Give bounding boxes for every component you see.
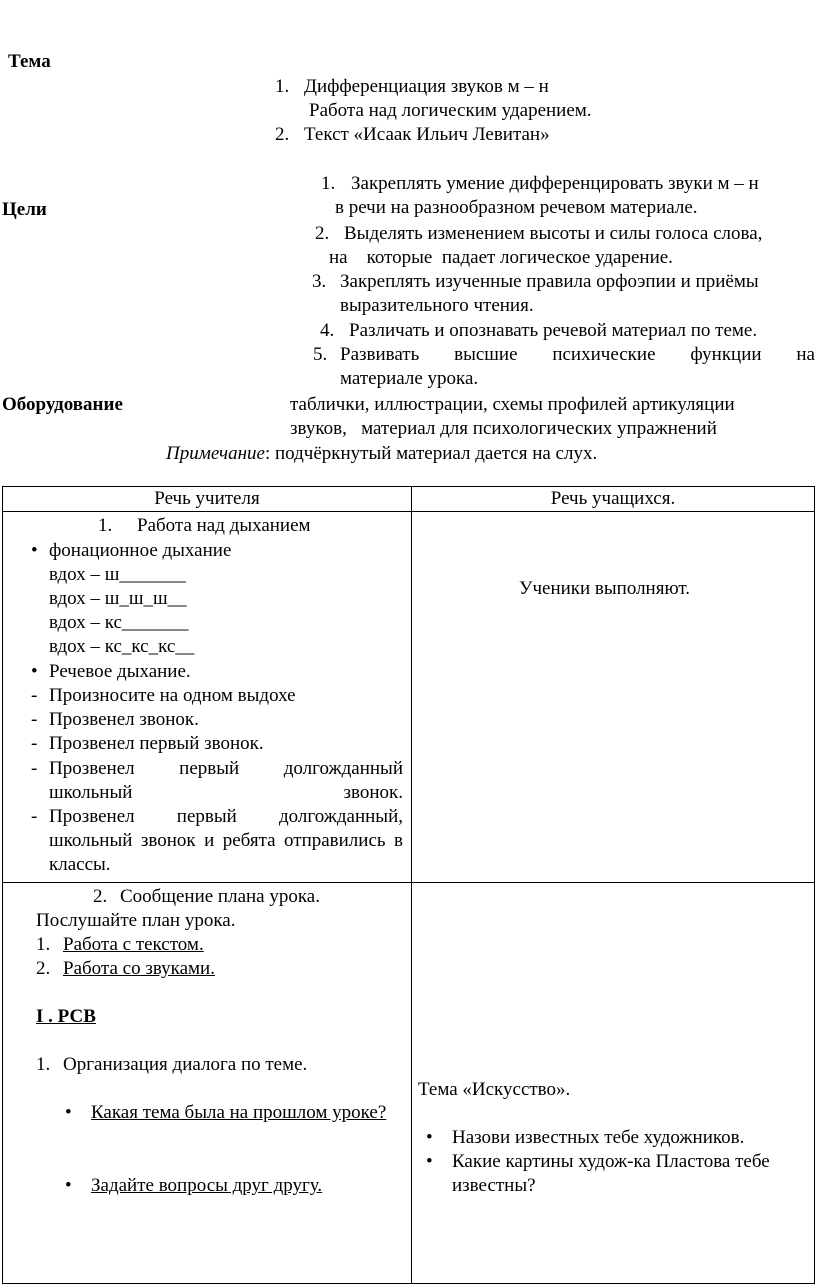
table-row-plan <box>3 883 815 1284</box>
goal-4-line-1: Различать и опознавать речевой материал по теме. <box>349 320 758 341</box>
dash-item-1: Произносите на одном выдохе <box>49 685 296 706</box>
topic-label: Тема <box>8 51 51 72</box>
goals-label: Цели <box>2 199 47 220</box>
equipment-line-1: таблички, иллюстрации, схемы профилей артикуляции <box>290 394 735 415</box>
note-text: : подчёркнутый материал дается на слух. <box>264 443 598 464</box>
breath-line-3: вдох – кс_______ <box>49 612 189 633</box>
student-topic: Тема «Искусство». <box>418 1079 571 1100</box>
speech-breathing: Речевое дыхание. <box>49 661 191 682</box>
dash-icon: - <box>31 806 38 827</box>
goal-3-line-2: выразительного чтения. <box>340 295 534 316</box>
breath-line-4: вдох – кс_кс_кс__ <box>49 636 195 657</box>
question-last-topic: Какая тема была на прошлом уроке? <box>91 1102 387 1123</box>
breath-line-2: вдох – ш_ш_ш__ <box>49 588 187 609</box>
students-perform: Ученики выполняют. <box>519 578 691 599</box>
bullet-icon <box>426 1150 433 1174</box>
goal-3-num: 3. <box>312 271 327 292</box>
goal-3-line-1: Закреплять изученные правила орфоэпии и приёмы <box>340 271 759 292</box>
section-heading: I . РСВ <box>36 1006 96 1027</box>
bullet-icon <box>31 660 38 684</box>
topic-item-1: Дифференциация звуков м – н <box>304 76 549 97</box>
goal-1-num: 1. <box>321 173 336 194</box>
org-dialog: Организация диалога по теме. <box>63 1054 308 1075</box>
dash-item-2: Прозвенел звонок. <box>49 709 199 730</box>
dash-icon: - <box>31 709 38 730</box>
header-student-speech: Речь учащихся. <box>412 487 815 512</box>
dash-item-3: Прозвенел первый звонок. <box>49 733 264 754</box>
lesson-table <box>2 486 815 1284</box>
topic-item-2: Текст «Исаак Ильич Левитан» <box>304 124 550 145</box>
plan-title-num: 2. <box>93 886 108 907</box>
breathing-title-num: 1. <box>98 515 113 536</box>
goal-2-num: 2. <box>315 223 330 244</box>
dash-icon: - <box>31 758 38 779</box>
question-ask-each-other: Задайте вопросы друг другу. <box>91 1175 323 1196</box>
goal-2-line-2: на которые падает логическое ударение. <box>329 247 673 268</box>
student-question-1: Назови известных тебе художников. <box>452 1127 745 1148</box>
plan-title: Сообщение плана урока. <box>120 886 320 907</box>
dash-item-4: Прозвенел первый долгожданный школьный звонок. <box>49 758 403 803</box>
goal-4-num: 4. <box>320 320 335 341</box>
dash-icon: - <box>31 733 38 754</box>
teacher-cell-breathing <box>3 512 412 883</box>
goal-2-line-1: Выделять изменением высоты и силы голоса слова, <box>344 223 763 244</box>
dash-item-5: Прозвенел первый долгожданный, школьный звонок и ребята отправились в классы. <box>49 806 403 875</box>
breath-line-1: вдох – ш_______ <box>49 564 186 585</box>
header-teacher-speech: Речь учителя <box>3 487 412 512</box>
goal-5-line-2: материале урока. <box>340 368 479 389</box>
plan-item-2: Работа со звуками. <box>63 958 215 979</box>
goal-1-line-2: в речи на разнообразном речевом материале. <box>335 197 698 218</box>
topic-item-2-num: 2. <box>275 124 290 145</box>
bullet-icon <box>426 1126 433 1150</box>
teacher-cell-plan <box>3 883 412 1284</box>
plan-intro: Послушайте план урока. <box>36 910 236 931</box>
goal-1-line-1: Закреплять умение дифференцировать звуки м – н <box>351 173 759 194</box>
table-header-row <box>3 487 815 512</box>
dash-icon: - <box>31 685 38 706</box>
bullet-icon <box>65 1174 72 1198</box>
note-label: Примечание <box>166 443 265 464</box>
student-cell-plan <box>412 883 815 1284</box>
student-question-2: Какие картины худож-ка Пластова тебе известны? <box>452 1151 770 1196</box>
bullet-icon <box>65 1101 72 1125</box>
phonation-breathing: фонационное дыхание <box>49 540 232 561</box>
breathing-title: Работа над дыханием <box>137 515 311 536</box>
note <box>166 442 597 466</box>
equipment-line-2: звуков, материал для психологических упражнений <box>290 418 717 439</box>
table-row-breathing <box>3 512 815 883</box>
org-num: 1. <box>36 1054 51 1075</box>
student-cell-breathing <box>412 512 815 883</box>
plan-item-2-num: 2. <box>36 958 51 979</box>
equipment-label: Оборудование <box>2 394 123 415</box>
plan-item-1: Работа с текстом. <box>63 934 204 955</box>
plan-item-1-num: 1. <box>36 934 51 955</box>
topic-item-1-num: 1. <box>275 76 290 97</box>
bullet-icon <box>31 539 38 563</box>
topic-item-1-cont: Работа над логическим ударением. <box>309 100 592 121</box>
goal-5-num: 5. <box>313 344 328 365</box>
goal-5-line-1: Развивать высшие психические функции на <box>340 344 815 365</box>
